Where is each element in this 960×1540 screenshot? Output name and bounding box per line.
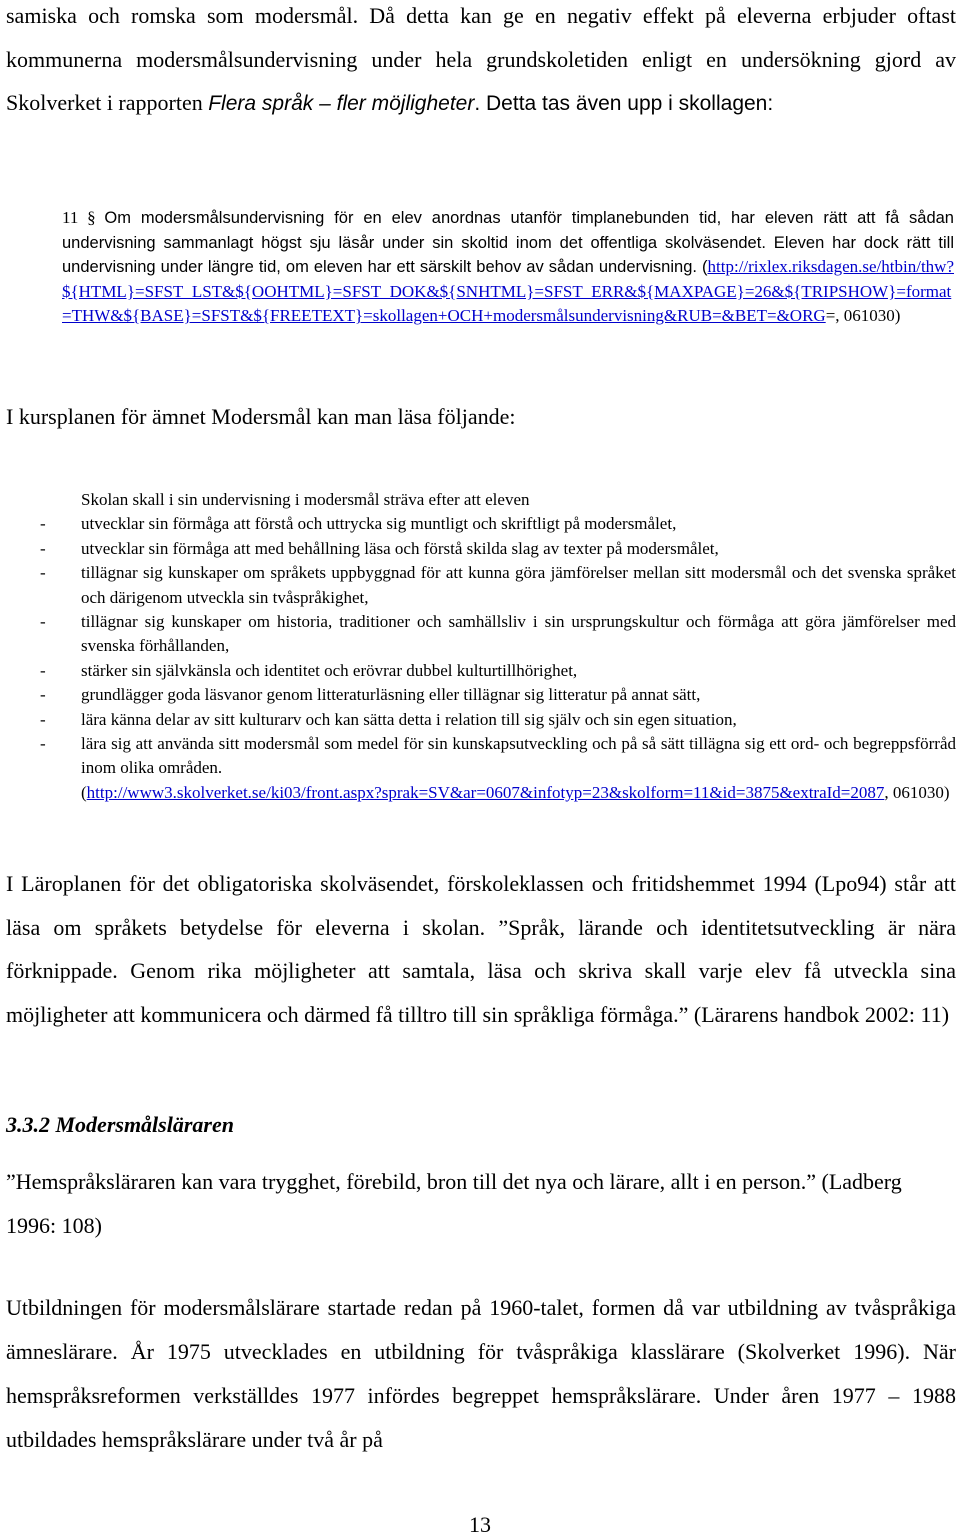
- law-number: 11: [62, 208, 79, 227]
- goals-intro: Skolan skall i sin undervisning i modersmål sträva efter att eleven: [81, 490, 530, 509]
- goal-text: stärker sin självkänsla och identitet och erövrar dubbel kulturtillhörighet,: [81, 660, 578, 680]
- goal-item: [40, 708, 956, 732]
- dash-bullet: -: [40, 612, 46, 632]
- intro-text-end: . Detta tas även upp i skollagen:: [474, 92, 774, 115]
- ladberg-quote: ”Hemspråksläraren kan vara trygghet, förebild, bron till det nya och lärare, allt i en person.” (Ladberg 1996: 108): [6, 1169, 902, 1238]
- education-paragraph: Utbildningen för modersmålslärare startade redan på 1960-talet, formen då var utbildning av tvåspråkiga ämneslärare. År 1975 utvecklades en utbildning för tvåspråkiga klasslärare (Skolverket 1996). När hemspråksreformen verkställdes 1977 infördes begreppet hemspråkslärare. Under åren 1977 – 1988 utbildades hemspråkslärare under två år på: [6, 1295, 956, 1452]
- goal-text: tillägnar sig kunskaper om språkets uppbyggnad för att kunna göra jämförelser mellan sitt modersmål och det svenska språket och därigenom utveckla sin tvåspråkighet,: [81, 563, 956, 607]
- goal-text: utvecklar sin förmåga att förstå och uttrycka sig muntligt och skriftligt på modersmålet,: [81, 514, 677, 534]
- dash-bullet: -: [40, 538, 46, 558]
- source-tail: , 061030): [884, 782, 950, 802]
- section-heading: 3.3.2 Modersmålsläraren: [6, 1112, 234, 1137]
- intro-paragraph: [6, 0, 956, 126]
- goals-source: [40, 781, 956, 805]
- skolverket-link[interactable]: http://www3.skolverket.se/ki03/front.aspx?sprak=SV&ar=0607&infotyp=23&skolform=11&id=3875&extraId=2087: [86, 782, 885, 802]
- lpo-text: I Läroplanen för det obligatoriska skolväsendet, förskoleklassen och fritidshemmet 1994 (Lpo94) står att läsa om språkets betydelse för eleverna i skolan.: [6, 871, 956, 940]
- goal-text: lära sig att använda sitt modersmål som medel för sin kunskapsutveckling och på så sätt tillägna sig ett ord- och begreppsförråd inom olika områden.: [81, 734, 956, 778]
- report-title: Flera språk – fler möjligheter: [208, 92, 475, 115]
- law-quote: [62, 206, 954, 329]
- dash-bullet: -: [40, 709, 46, 729]
- page-number: 13: [469, 1512, 491, 1537]
- paragraph-sign: §: [87, 208, 96, 227]
- goals-list: [40, 512, 956, 780]
- dash-bullet: -: [40, 514, 46, 534]
- law-text: Om modersmålsundervisning för en elev anordnas utanför timplanebunden tid, har eleven rätt att få sådan undervisning sammanlagt högst sju läsår under sin skoltid inom det offentliga skolväsendet. Eleven har dock rätt till undervisning under längre tid, om eleven har ett särskilt behov av sådan undervisning. (: [62, 209, 954, 277]
- goal-item: [40, 537, 956, 561]
- dash-bullet: -: [40, 685, 46, 705]
- dash-bullet: -: [40, 660, 46, 680]
- dash-bullet: -: [40, 734, 46, 754]
- goal-text: grundlägger goda läsvanor genom litteraturläsning eller tillägnar sig litteratur på annat sätt,: [81, 685, 701, 705]
- goal-item: [40, 659, 956, 683]
- kursplan-intro: I kursplanen för ämnet Modersmål kan man läsa följande:: [6, 404, 516, 429]
- goal-item: [40, 610, 956, 659]
- goals-list-block: [40, 488, 956, 805]
- dash-bullet: -: [40, 563, 46, 583]
- law-source-tail: =, 061030): [825, 306, 901, 326]
- lpo-paragraph: [6, 862, 956, 1036]
- goal-item: [40, 561, 956, 610]
- intro-text: samiska och romska som modersmål. Då detta kan ge en negativ effekt på eleverna erbjuder oftast kommunerna modersmålsundervisning under hela grundskoletiden enligt en undersökning gjord av Skolverket i rapporten: [6, 3, 956, 115]
- riksdagen-link[interactable]: http://rixlex.riksdagen.se/htbin/thw?${HTML}=SFST_LST&${OOHTML}=SFST_DOK&${SNHTML}=SFST_ERR&${MAXPAGE}=26&${TRIPSHOW}=format=THW&${BASE}=SFST&${FREETEXT}=skollagen+OCH+modersmålsundervisning&RUB=&BET=&ORG: [62, 257, 954, 326]
- goal-text: tillägnar sig kunskaper om historia, traditioner och samhällsliv i sin ursprungskultur och förmåga att göra jämförelser med svenska förhållanden,: [81, 612, 956, 656]
- source-open-paren: (: [81, 782, 87, 802]
- goal-item: [40, 512, 956, 536]
- goal-item: [40, 732, 956, 781]
- goal-text: lära känna delar av sitt kulturarv och kan sätta detta i relation till sig själv och sin egen situation,: [81, 709, 737, 729]
- goal-text: utvecklar sin förmåga att med behållning läsa och förstå skilda slag av texter på modersmålet,: [81, 538, 719, 558]
- lpo-quote: ”Språk, lärande och identitetsutveckling är nära förknippade. Genom rika möjligheter att samtala, läsa och skriva skall varje elev få utveckla sina möjligheter att kommunicera och därmed få tilltro till sin språkliga förmåga.” (Lärarens handbok 2002: 11): [6, 914, 957, 1027]
- goal-item: [40, 683, 956, 707]
